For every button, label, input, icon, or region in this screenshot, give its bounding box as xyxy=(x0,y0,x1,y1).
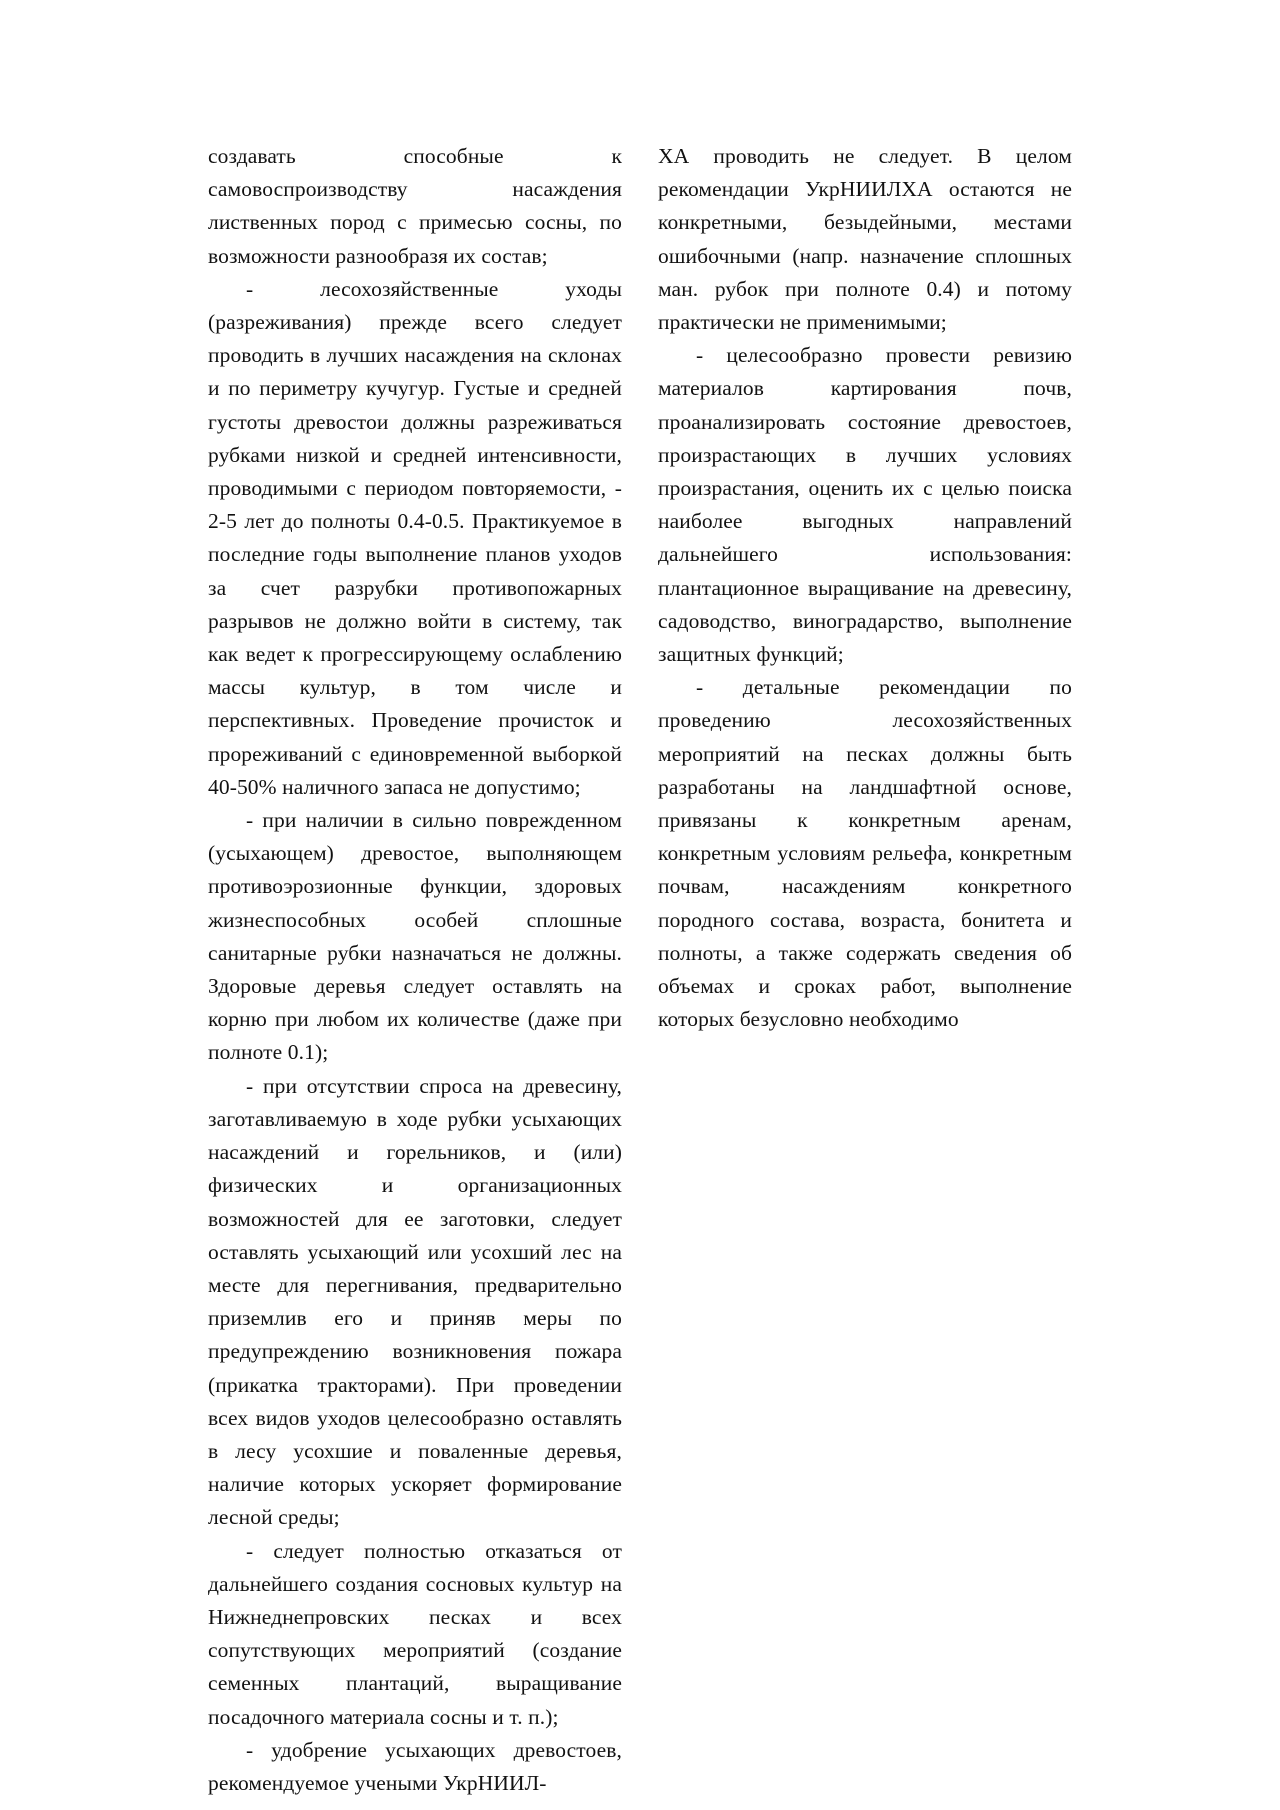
paragraph: - удобрение усыхающих древостоев, рекомендуемое учеными УкрНИИЛ- xyxy=(208,1737,622,1795)
paragraph: - детальные рекомендации по проведению лесохозяйственных мероприятий на песках должны быть разработаны на ландшафтной основе, привязаны к конкретным аренам, конкретным условиям рельефа, конкретным почвам, насаждениям конкретного породного состава, возраста, бонитета и полноты, а также содержать сведения об объемах и сроках работ, выполнение которых безусловно необходимо xyxy=(658,675,1072,1032)
paragraph: - целесообразно провести ревизию материалов картирования почв, проанализировать состояние древостоев, произрастающих в лучших условиях произрастания, оценить их с целью поиска наиболее выгодных направлений дальнейшего использования: плантационное выращивание на древесину, садоводство, виноградарство, выполнение защитных функций; xyxy=(658,343,1072,667)
paragraph: - лесохозяйственные уходы (разреживания) прежде всего следует проводить в лучших насаждения на склонах и по периметру кучугур. Густые и средней густоты древостои должны разреживаться рубками низкой и средней интенсивности, проводимыми с периодом повторяемости, - 2-5 лет до полноты 0.4-0.5. Практикуемое в последние годы выполнение планов уходов за счет разрубки противопожарных разрывов не должно войти в систему, так как ведет к прогрессирующему ослаблению массы культур, в том числе и перспективных. Проведение прочисток и прореживаний с единовременной выборкой 40-50% наличного запаса не допустимо; xyxy=(208,276,622,799)
paragraph: ХА проводить не следует. В целом рекомендации УкрНИИЛХА остаются не конкретными, безыдейными, местами ошибочными (напр. назначение сплошных ман. рубок при полноте 0.4) и потому практически не применимыми; xyxy=(658,144,1072,335)
right-column xyxy=(658,140,1072,1800)
paragraph: - следует полностью отказаться от дальнейшего создания сосновых культур на Нижнеднепровских песках и всех сопутствующих мероприятий (создание семенных плантаций, выращивание посадочного материала сосны и т. п.); xyxy=(208,1538,622,1729)
paragraph: - при наличии в сильно поврежденном (усыхающем) древостое, выполняющем противоэрозионные функции, здоровых жизнеспособных особей сплошные санитарные рубки назначаться не должны. Здоровые деревья следует оставлять на корню при любом их количестве (даже при полноте 0.1); xyxy=(208,808,622,1065)
paragraph: создавать способные к самовоспроизводству насаждения лиственных пород с примесью сосны, по возможности разнообразя их состав; xyxy=(208,144,622,268)
two-column-body xyxy=(208,140,1072,1800)
left-column xyxy=(208,140,622,1800)
paragraph: - при отсутствии спроса на древесину, заготавливаемую в ходе рубки усыхающих насаждений и горельников, и (или) физических и организационных возможностей для ее заготовки, следует оставлять усыхающий или усохший лес на месте для перегнивания, предварительно приземлив его и приняв меры по предупреждению возникновения пожара (прикатка тракторами). При проведении всех видов уходов целесообразно оставлять в лесу усохшие и поваленные деревья, наличие которых ускоряет формирование лесной среды; xyxy=(208,1073,622,1530)
